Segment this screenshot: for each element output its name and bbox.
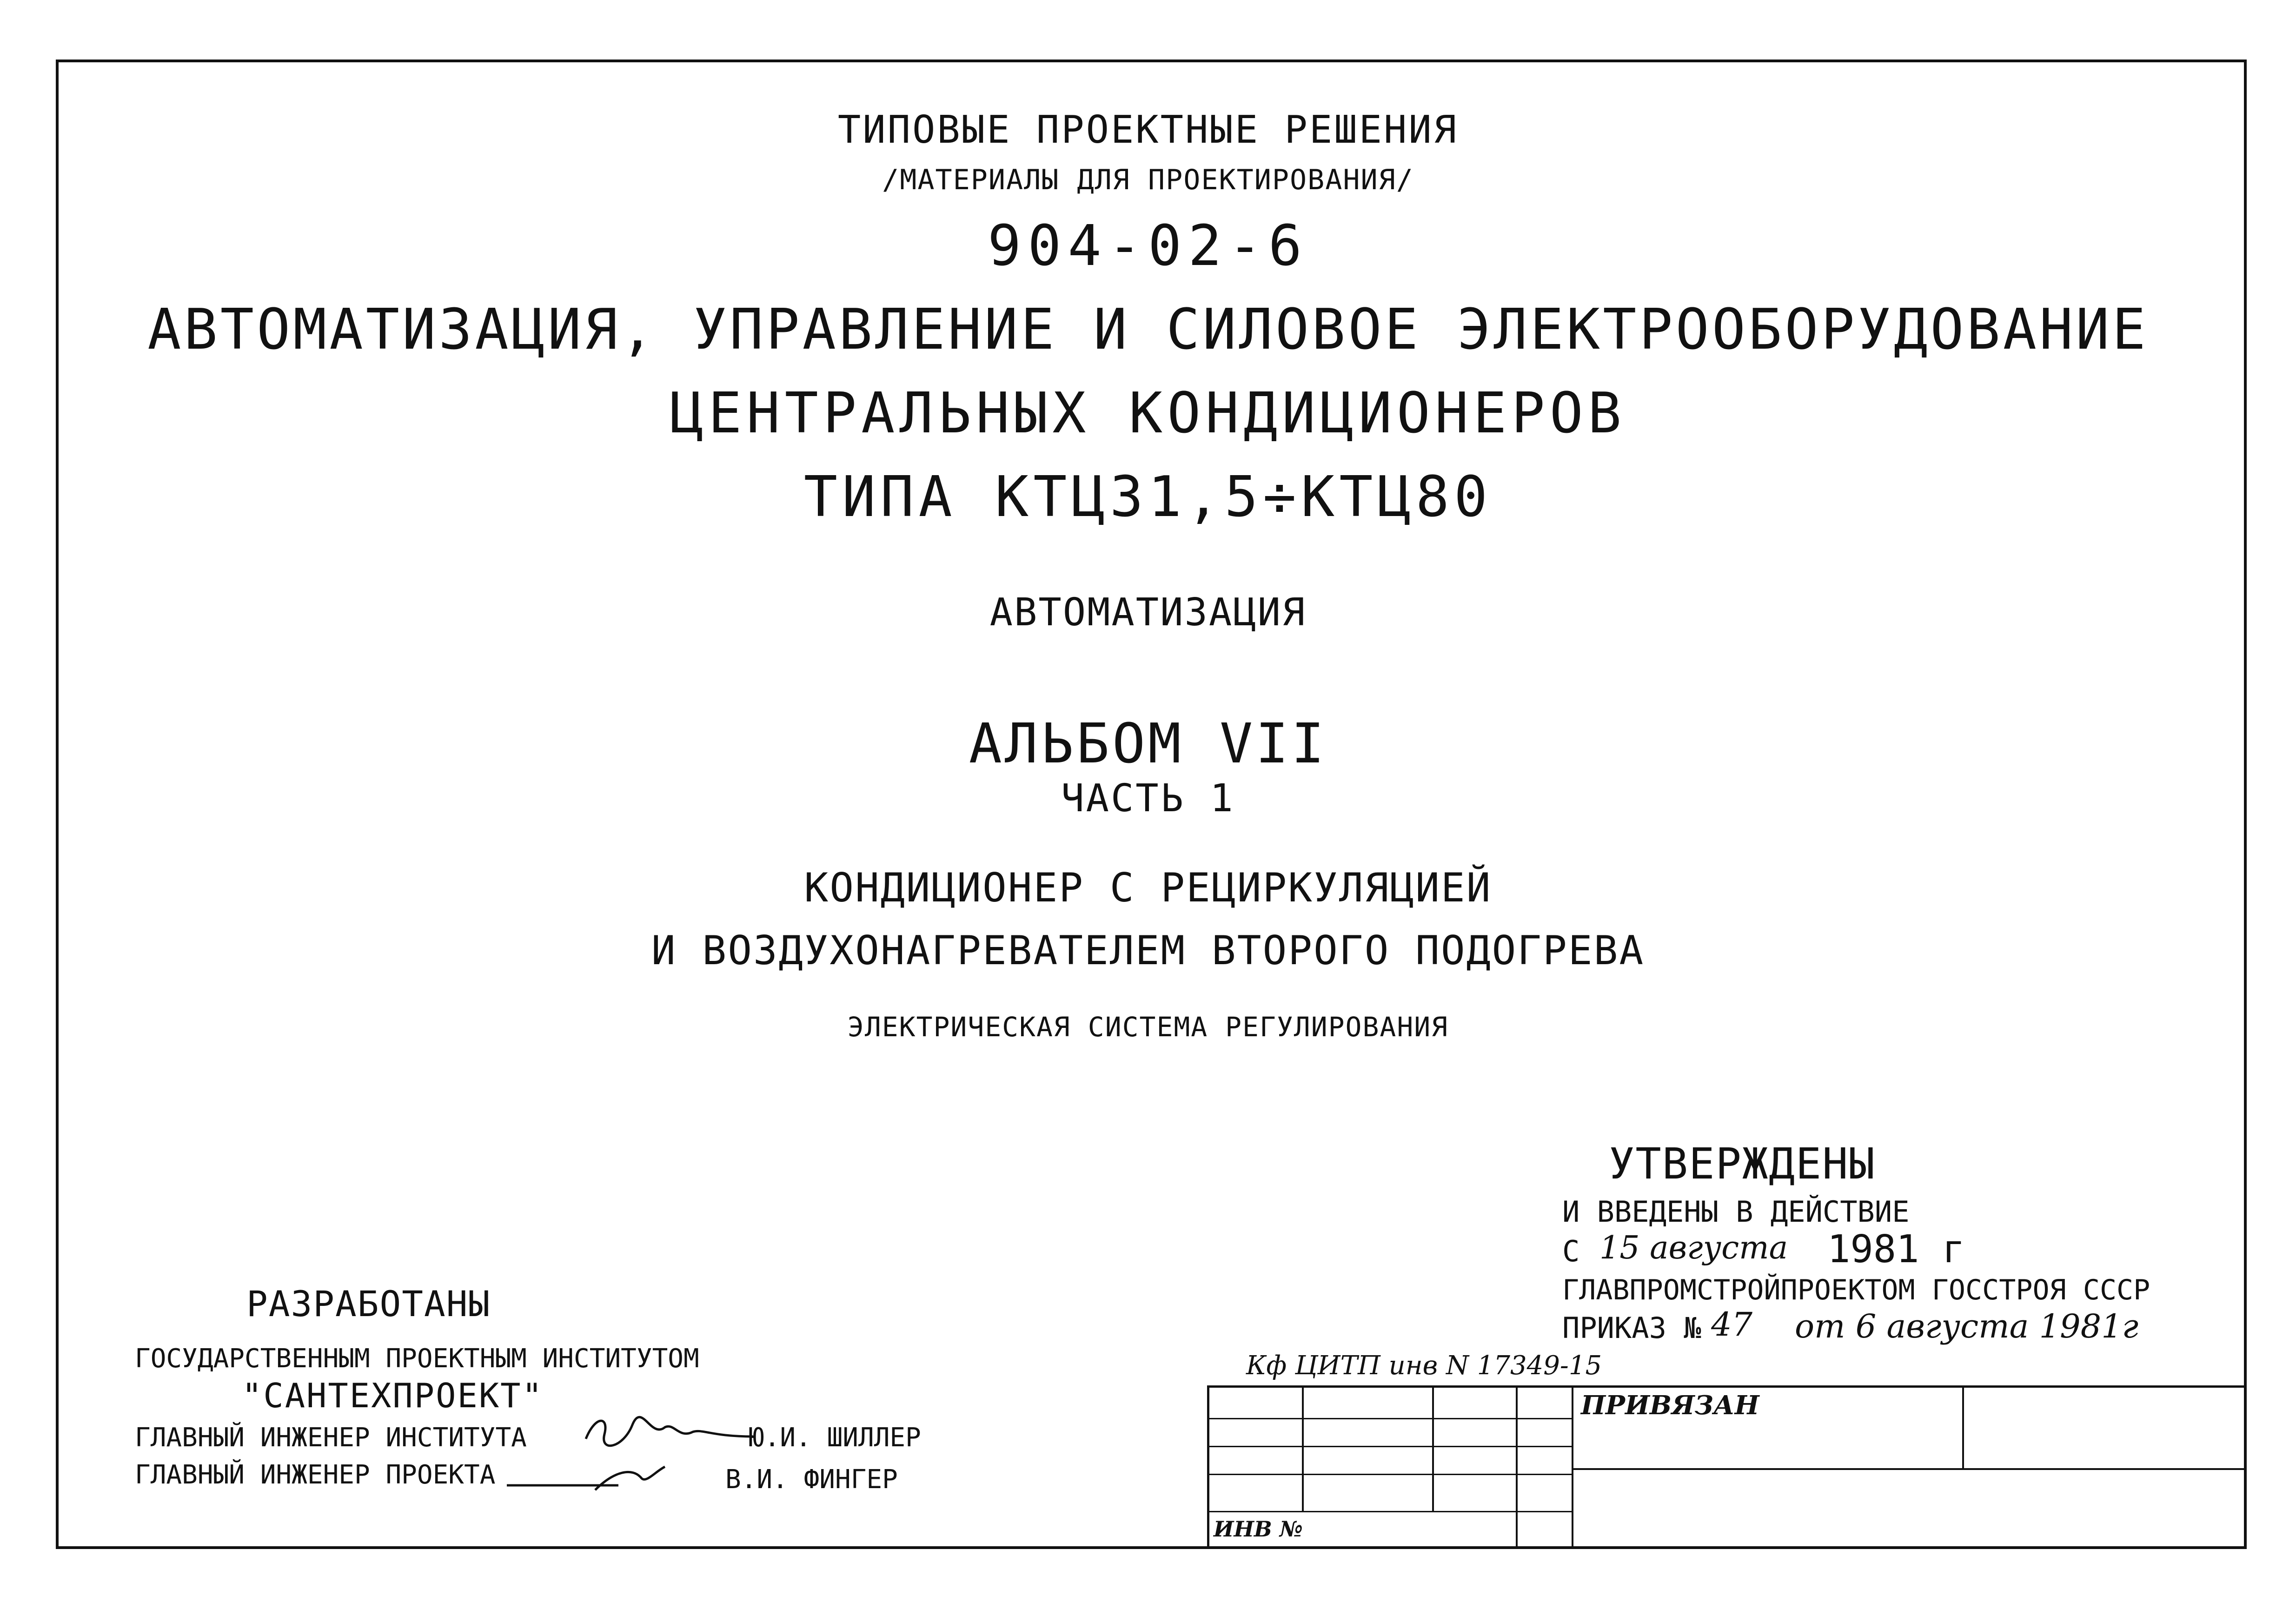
inventory-note: Кф ЦИТП инв N 17349-15 — [1246, 1351, 1602, 1381]
subject-line-2: И ВОЗДУХОНАГРЕВАТЕЛЕМ ВТОРОГО ПОДОГРЕВА — [651, 927, 1645, 974]
stamp-line — [1207, 1474, 1572, 1475]
stamp-line — [1572, 1385, 1573, 1549]
approval-year: 1981 г — [1827, 1227, 1965, 1271]
approval-date-prefix: С — [1562, 1234, 1580, 1268]
approval-heading: УТВЕРЖДЕНЫ — [1609, 1139, 1876, 1189]
series-title: ТИПОВЫЕ ПРОЕКТНЫЕ РЕШЕНИЯ — [837, 108, 1459, 152]
chief-engineer-project-name: В.И. ФИНГЕР — [725, 1464, 898, 1495]
signature-finger — [502, 1457, 697, 1499]
title-line-2: ЦЕНТРАЛЬНЫХ КОНДИЦИОНЕРОВ — [670, 381, 1626, 446]
stamp-inv-label: ИНВ № — [1214, 1516, 1303, 1542]
approval-order-label: ПРИКАЗ № — [1562, 1311, 1701, 1345]
stamp-line — [1302, 1385, 1304, 1511]
approval-order-date: от 6 августа 1981г — [1795, 1307, 2139, 1345]
approval-date-handwritten: 15 августа — [1599, 1230, 1788, 1266]
stamp-line — [1572, 1468, 2247, 1470]
album-label: АЛЬБОМ VII — [969, 711, 1327, 775]
stamp-line — [1207, 1511, 1572, 1512]
stamp-line — [1962, 1385, 1964, 1469]
section-title: АВТОМАТИЗАЦИЯ — [989, 590, 1307, 635]
document-code: 904-02-6 — [988, 214, 1308, 278]
signature-shiller — [581, 1411, 758, 1457]
subject-line-1: КОНДИЦИОНЕР С РЕЦИРКУЛЯЦИЕЙ — [804, 865, 1492, 911]
album-part: ЧАСТЬ 1 — [1061, 776, 1235, 821]
title-line-1: АВТОМАТИЗАЦИЯ, УПРАВЛЕНИЕ И СИЛОВОЕ ЭЛЕКТРООБОРУДОВАНИЕ — [147, 298, 2149, 362]
series-subtitle: /МАТЕРИАЛЫ ДЛЯ ПРОЕКТИРОВАНИЯ/ — [882, 164, 1414, 196]
stamp-bound-label: ПРИВЯЗАН — [1581, 1390, 1759, 1421]
stamp-line — [1516, 1385, 1518, 1549]
approval-order-number: 47 — [1711, 1305, 1753, 1344]
approval-authority: ГЛАВПРОМСТРОЙПРОЕКТОМ ГОССТРОЯ СССР — [1562, 1274, 2150, 1306]
developer-heading: РАЗРАБОТАНЫ — [246, 1283, 491, 1324]
subject-line-3: ЭЛЕКТРИЧЕСКАЯ СИСТЕМА РЕГУЛИРОВАНИЯ — [847, 1011, 1449, 1043]
chief-engineer-institute-label: ГЛАВНЫЙ ИНЖЕНЕР ИНСТИТУТА — [135, 1423, 527, 1453]
stamp-line — [1432, 1385, 1434, 1511]
approval-line-1: И ВВЕДЕНЫ В ДЕЙСТВИЕ — [1562, 1195, 1910, 1229]
stamp-line — [1207, 1418, 1572, 1419]
chief-engineer-institute-name: Ю.И. ШИЛЛЕР — [749, 1423, 921, 1453]
developer-institute: ГОСУДАРСТВЕННЫМ ПРОЕКТНЫМ ИНСТИТУТОМ — [135, 1344, 699, 1374]
developer-institute-name: "САНТЕХПРОЕКТ" — [242, 1376, 544, 1415]
chief-engineer-project-label: ГЛАВНЫЙ ИНЖЕНЕР ПРОЕКТА — [135, 1460, 496, 1490]
title-line-3: ТИПА КТЦ31,5÷КТЦ80 — [803, 465, 1493, 530]
stamp-line — [1207, 1446, 1572, 1447]
